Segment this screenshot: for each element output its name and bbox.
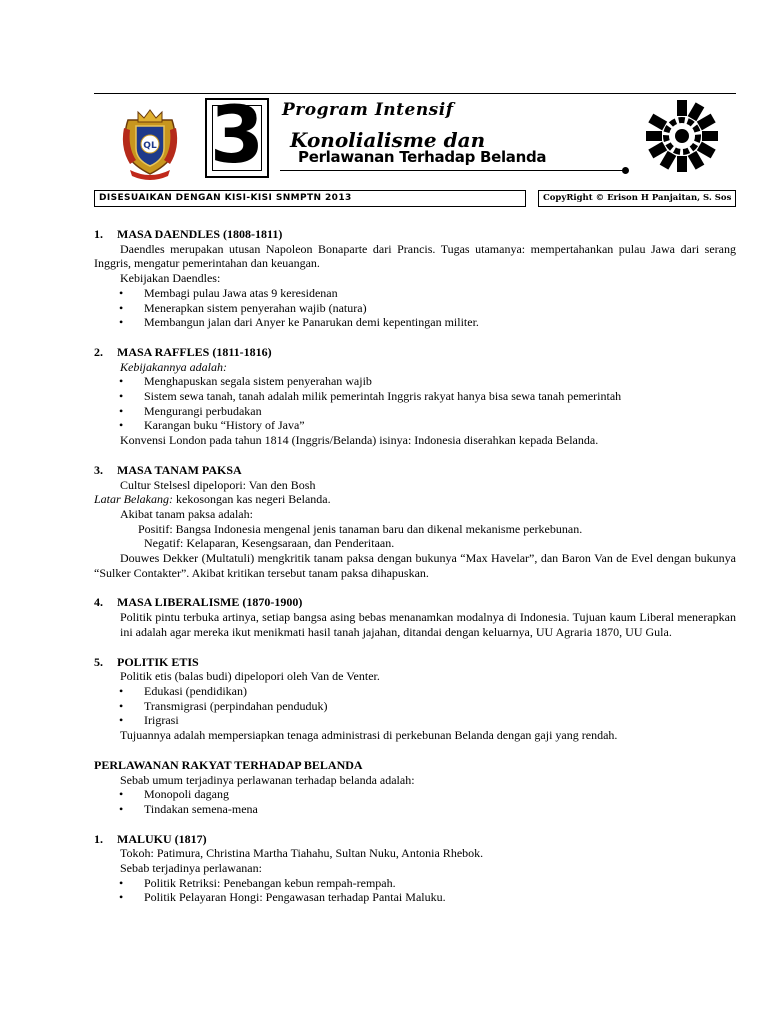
list-item: • Membangun jalan dari Anyer ke Panarukan demi kepentingan militer. — [94, 315, 736, 330]
section-title: MASA RAFFLES (1811-1816) — [117, 344, 272, 359]
section-title: PERLAWANAN RAKYAT TERHADAP BELANDA — [94, 757, 363, 772]
section-title: POLITIK ETIS — [117, 654, 199, 669]
program-title: Program Intensif — [282, 100, 454, 120]
list-item: • Membagi pulau Jawa atas 9 keresidenan — [94, 286, 736, 301]
section-maluku: 1. MALUKU (1817) Tokoh: Patimura, Christina Martha Tiahahu, Sultan Nuku, Antonia Rhebok. Sebab terjadinya perlawanan: • Politik Retriksi: Penebangan kebun rempah-rempah. • Politik Pelayaran Hongi: Pengawasan terhadap Pantai Maluku. — [94, 832, 736, 906]
section-title: MALUKU (1817) — [117, 831, 207, 846]
section-liberalisme: 4. MASA LIBERALISME (1870-1900) Politik pintu terbuka artinya, setiap bangsa asing bebas menanamkan modalnya di Indonesia. Tujuan kaum Liberal menerapkan ini adalah agar mereka ikut menikmati hasil tanah jajahan, ditandai dengan keluarnya, UU Agraria 1870, UU Gula. — [94, 595, 736, 639]
section-title: MASA TANAM PAKSA — [117, 462, 242, 477]
title-underline — [280, 170, 625, 171]
paragraph: Cultur Stelsesl dipelopori: Van den Bosh — [120, 477, 316, 492]
svg-text:QL: QL — [143, 141, 157, 151]
paragraph: Tokoh: Patimura, Christina Martha Tiahahu, Sultan Nuku, Antonia Rhebok. — [120, 846, 484, 861]
list-item: • Menghapuskan segala sistem penyerahan wajib — [94, 374, 736, 389]
section-daendles: 1. MASA DAENDLES (1808-1811) Daendles merupakan utusan Napoleon Bonaparte dari Prancis. Tugas utamanya: mempertahankan pulau Jawa dari serang Inggris, mengatur pemerintahan dan keuangan. Kebijakan Daendles: • Membagi pulau Jawa atas 9 keresidenan • Menerapkan sistem penyerahan wajib (natura) • Membangun jalan dari Anyer ke Panarukan demi kepentingan militer. — [94, 227, 736, 330]
bullet-list — [94, 876, 736, 905]
paragraph: Positif: Bangsa Indonesia mengenal jenis tanaman baru dan dikenal mekanisme perkebunan. — [138, 521, 583, 536]
section-title: MASA DAENDLES (1808-1811) — [117, 227, 283, 241]
paragraph: Politik etis (balas budi) dipelopori oleh Van de Venter. — [120, 669, 380, 684]
section-title: MASA LIBERALISME (1870-1900) — [117, 595, 303, 610]
chapter-number-box — [205, 91, 269, 181]
paragraph: Latar Belakang: kekosongan kas negeri Belanda. — [94, 492, 331, 507]
document-body — [94, 227, 736, 920]
list-item: • Mengurangi perbudakan — [94, 404, 736, 419]
bullet-list — [94, 684, 736, 728]
paragraph: Negatif: Kelaparan, Kesengsaraan, dan Penderitaan. — [144, 536, 395, 551]
list-item: • Politik Pelayaran Hongi: Pengawasan terhadap Pantai Maluku. — [94, 890, 736, 905]
paragraph: Douwes Dekker (Multatuli) mengkritik tanam paksa dengan bukunya “Max Havelar”, dan Baron Van de Evel dengan bukunya “Sulker Contakter”. Akibat kritikan tersebut tanam paksa dihapuskan. — [94, 551, 736, 580]
paragraph: Daendles merupakan utusan Napoleon Bonaparte dari Prancis. Tugas utamanya: mempertahankan pulau Jawa dari serang Inggris, mengatur pemerintahan dan keuangan. — [94, 241, 736, 271]
paragraph: Sebab terjadinya perlawanan: — [120, 861, 262, 876]
chapter-title-line1: Konolialisme dan — [290, 128, 486, 152]
section-tanam-paksa: 3. MASA TANAM PAKSA Cultur Stelsesl dipelopori: Van den Bosh Latar Belakang: kekosongan kas negeri Belanda. Akibat tanam paksa adalah: Positif: Bangsa Indonesia mengenal jenis tanaman baru dan dikenal mekanisme perkebunan. Negatif: Kelaparan, Kesengsaraan, dan Penderitaan. Douwes Dekker (Multatuli) mengkritik tanam paksa dengan bukunya “Max Havelar”, dan Baron Van de Evel dengan bukunya “Sulker Contakter”. Akibat kritikan tersebut tanam paksa dihapuskan. — [94, 462, 736, 580]
paragraph: Kebijakan Daendles: — [120, 271, 221, 286]
list-item: • Menerapkan sistem penyerahan wajib (natura) — [94, 301, 736, 316]
bullet-list — [94, 286, 736, 330]
list-item: • Irigrasi — [94, 713, 736, 728]
paragraph: Konvensi London pada tahun 1814 (Inggris/Belanda) isinya: Indonesia diserahkan kepada Belanda. — [120, 433, 599, 448]
bullet-list — [94, 374, 736, 433]
paragraph: Politik pintu terbuka artinya, setiap bangsa asing bebas menanamkan modalnya di Indonesia. Tujuan kaum Liberal menerapkan ini adalah agar mereka ikut menikmati hasil tanah jajahan, ditandai dengan keluarnya, UU Agraria 1870, UU Gula. — [120, 610, 736, 639]
list-item: • Transmigrasi (perpindahan penduduk) — [94, 699, 736, 714]
list-item: • Tindakan semena-mena — [94, 802, 736, 817]
list-item: • Sistem sewa tanah, tanah adalah milik pemerintah Inggris rakyat hanya bisa sewa tanah pemerintah — [94, 389, 736, 404]
chapter-title-line2: Perlawanan Terhadap Belanda — [298, 148, 547, 166]
list-item: • Karangan buku “History of Java” — [94, 418, 736, 433]
coat-of-arms-logo — [120, 108, 180, 180]
list-item: • Monopoli dagang — [94, 787, 736, 802]
section-perlawanan — [94, 758, 736, 817]
bullet-list — [94, 787, 736, 816]
list-item: • Politik Retriksi: Penebangan kebun rempah-rempah. — [94, 876, 736, 891]
top-rule — [94, 93, 736, 94]
syllabus-note: DISESUAIKAN DENGAN KISI-KISI SNMPTN 2013 — [94, 190, 526, 207]
decorative-seal-icon — [644, 98, 720, 174]
list-item: • Edukasi (pendidikan) — [94, 684, 736, 699]
copyright-note: CopyRight © Erison H Panjaitan, S. Sos — [538, 190, 736, 207]
paragraph: Akibat tanam paksa adalah: — [120, 506, 253, 521]
section-politik-etis: 5. POLITIK ETIS Politik etis (balas budi) dipelopori oleh Van de Venter. • Edukasi (pendidikan) • Transmigrasi (perpindahan penduduk) • Irigrasi Tujuannya adalah mempersiapkan tenaga administrasi di perkebunan Belanda dengan gaji yang rendah. — [94, 655, 736, 743]
paragraph: Tujuannya adalah mempersiapkan tenaga administrasi di perkebunan Belanda dengan gaji yang rendah. — [120, 728, 618, 743]
paragraph: Kebijakannya adalah: — [120, 359, 227, 374]
section-raffles: 2. MASA RAFFLES (1811-1816) Kebijakannya adalah: • Menghapuskan segala sistem penyerahan wajib • Sistem sewa tanah, tanah adalah milik pemerintah Inggris rakyat hanya bisa sewa tanah pemerintah • Mengurangi perbudakan • Karangan buku “History of Java” Konvensi London pada tahun 1814 (Inggris/Belanda) isinya: Indonesia diserahkan kepada Belanda. — [94, 345, 736, 448]
chapter-number: 3 — [209, 91, 265, 181]
paragraph: Sebab umum terjadinya perlawanan terhadap belanda adalah: — [120, 772, 415, 787]
title-dot — [622, 167, 629, 174]
